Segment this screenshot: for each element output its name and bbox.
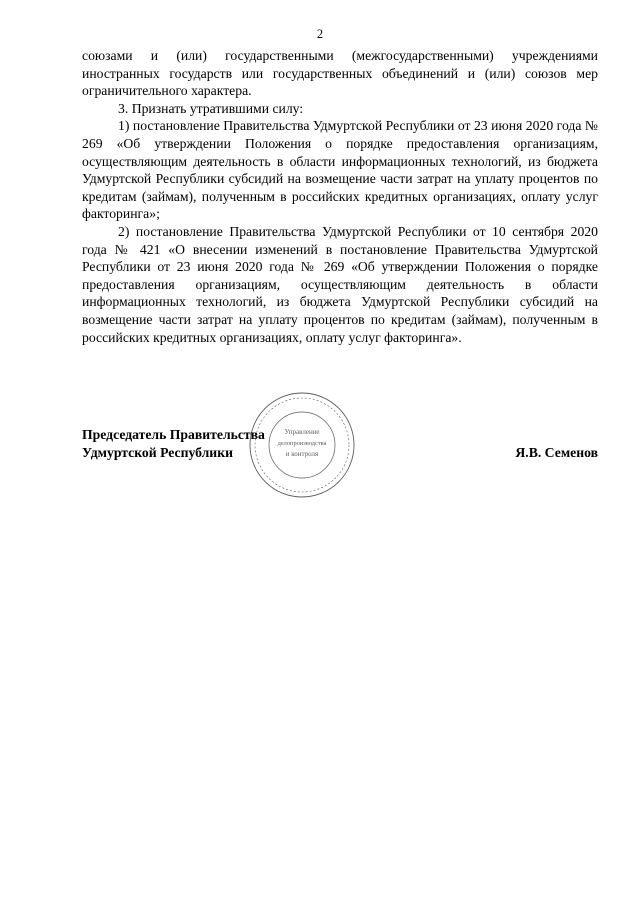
paragraph-continuation: союзами и (или) государственными (межгосударственными) учреждениями иностранных государств или государственных объединений и (или) союзов мер ограничительного характера. bbox=[82, 48, 598, 99]
seal-text-line-3: и контроля bbox=[285, 450, 319, 458]
seal-text-line-1: Управление bbox=[284, 428, 320, 436]
signatory-name: Я.В. Семенов bbox=[515, 444, 598, 460]
signature-block bbox=[82, 426, 598, 461]
seal-text-line-2: делопроизводства bbox=[277, 440, 327, 447]
paragraph-subitem-2: 2) постановление Правительства Удмуртской Республики от 10 сентября 2020 года № 421 «О внесении изменений в постановление Правительства Удмуртской Республики от 23 июня 2020 года № 269 «Об утверждении Положения о порядке предоставления организациям, осуществляющим деятельность в области информационных технологий, из бюджета Удмуртской Республики субсидий на возмещение части затрат на уплату процентов по кредитам (займам), полученным в российских кредитных организациях, оплату услуг факторинга». bbox=[82, 223, 598, 345]
paragraph-subitem-1: 1) постановление Правительства Удмуртской Республики от 23 июня 2020 года № 269 «Об утверждении Положения о порядке предоставления организациям, осуществляющим деятельность в области информационных технологий, из бюджета Удмуртской Республики субсидий на возмещение части затрат на уплату процентов по кредитам (займам), полученным в российских кредитных организациях, оплату услуг факторинга»; bbox=[82, 118, 598, 222]
signatory-title-line-1: Председатель Правительства bbox=[82, 427, 265, 442]
signatory-title-line-2: Удмуртской Республики bbox=[82, 444, 233, 460]
document-body bbox=[82, 47, 598, 346]
paragraph-item-3: 3. Признать утратившими силу: bbox=[118, 100, 304, 116]
page-number: 2 bbox=[316, 27, 324, 41]
